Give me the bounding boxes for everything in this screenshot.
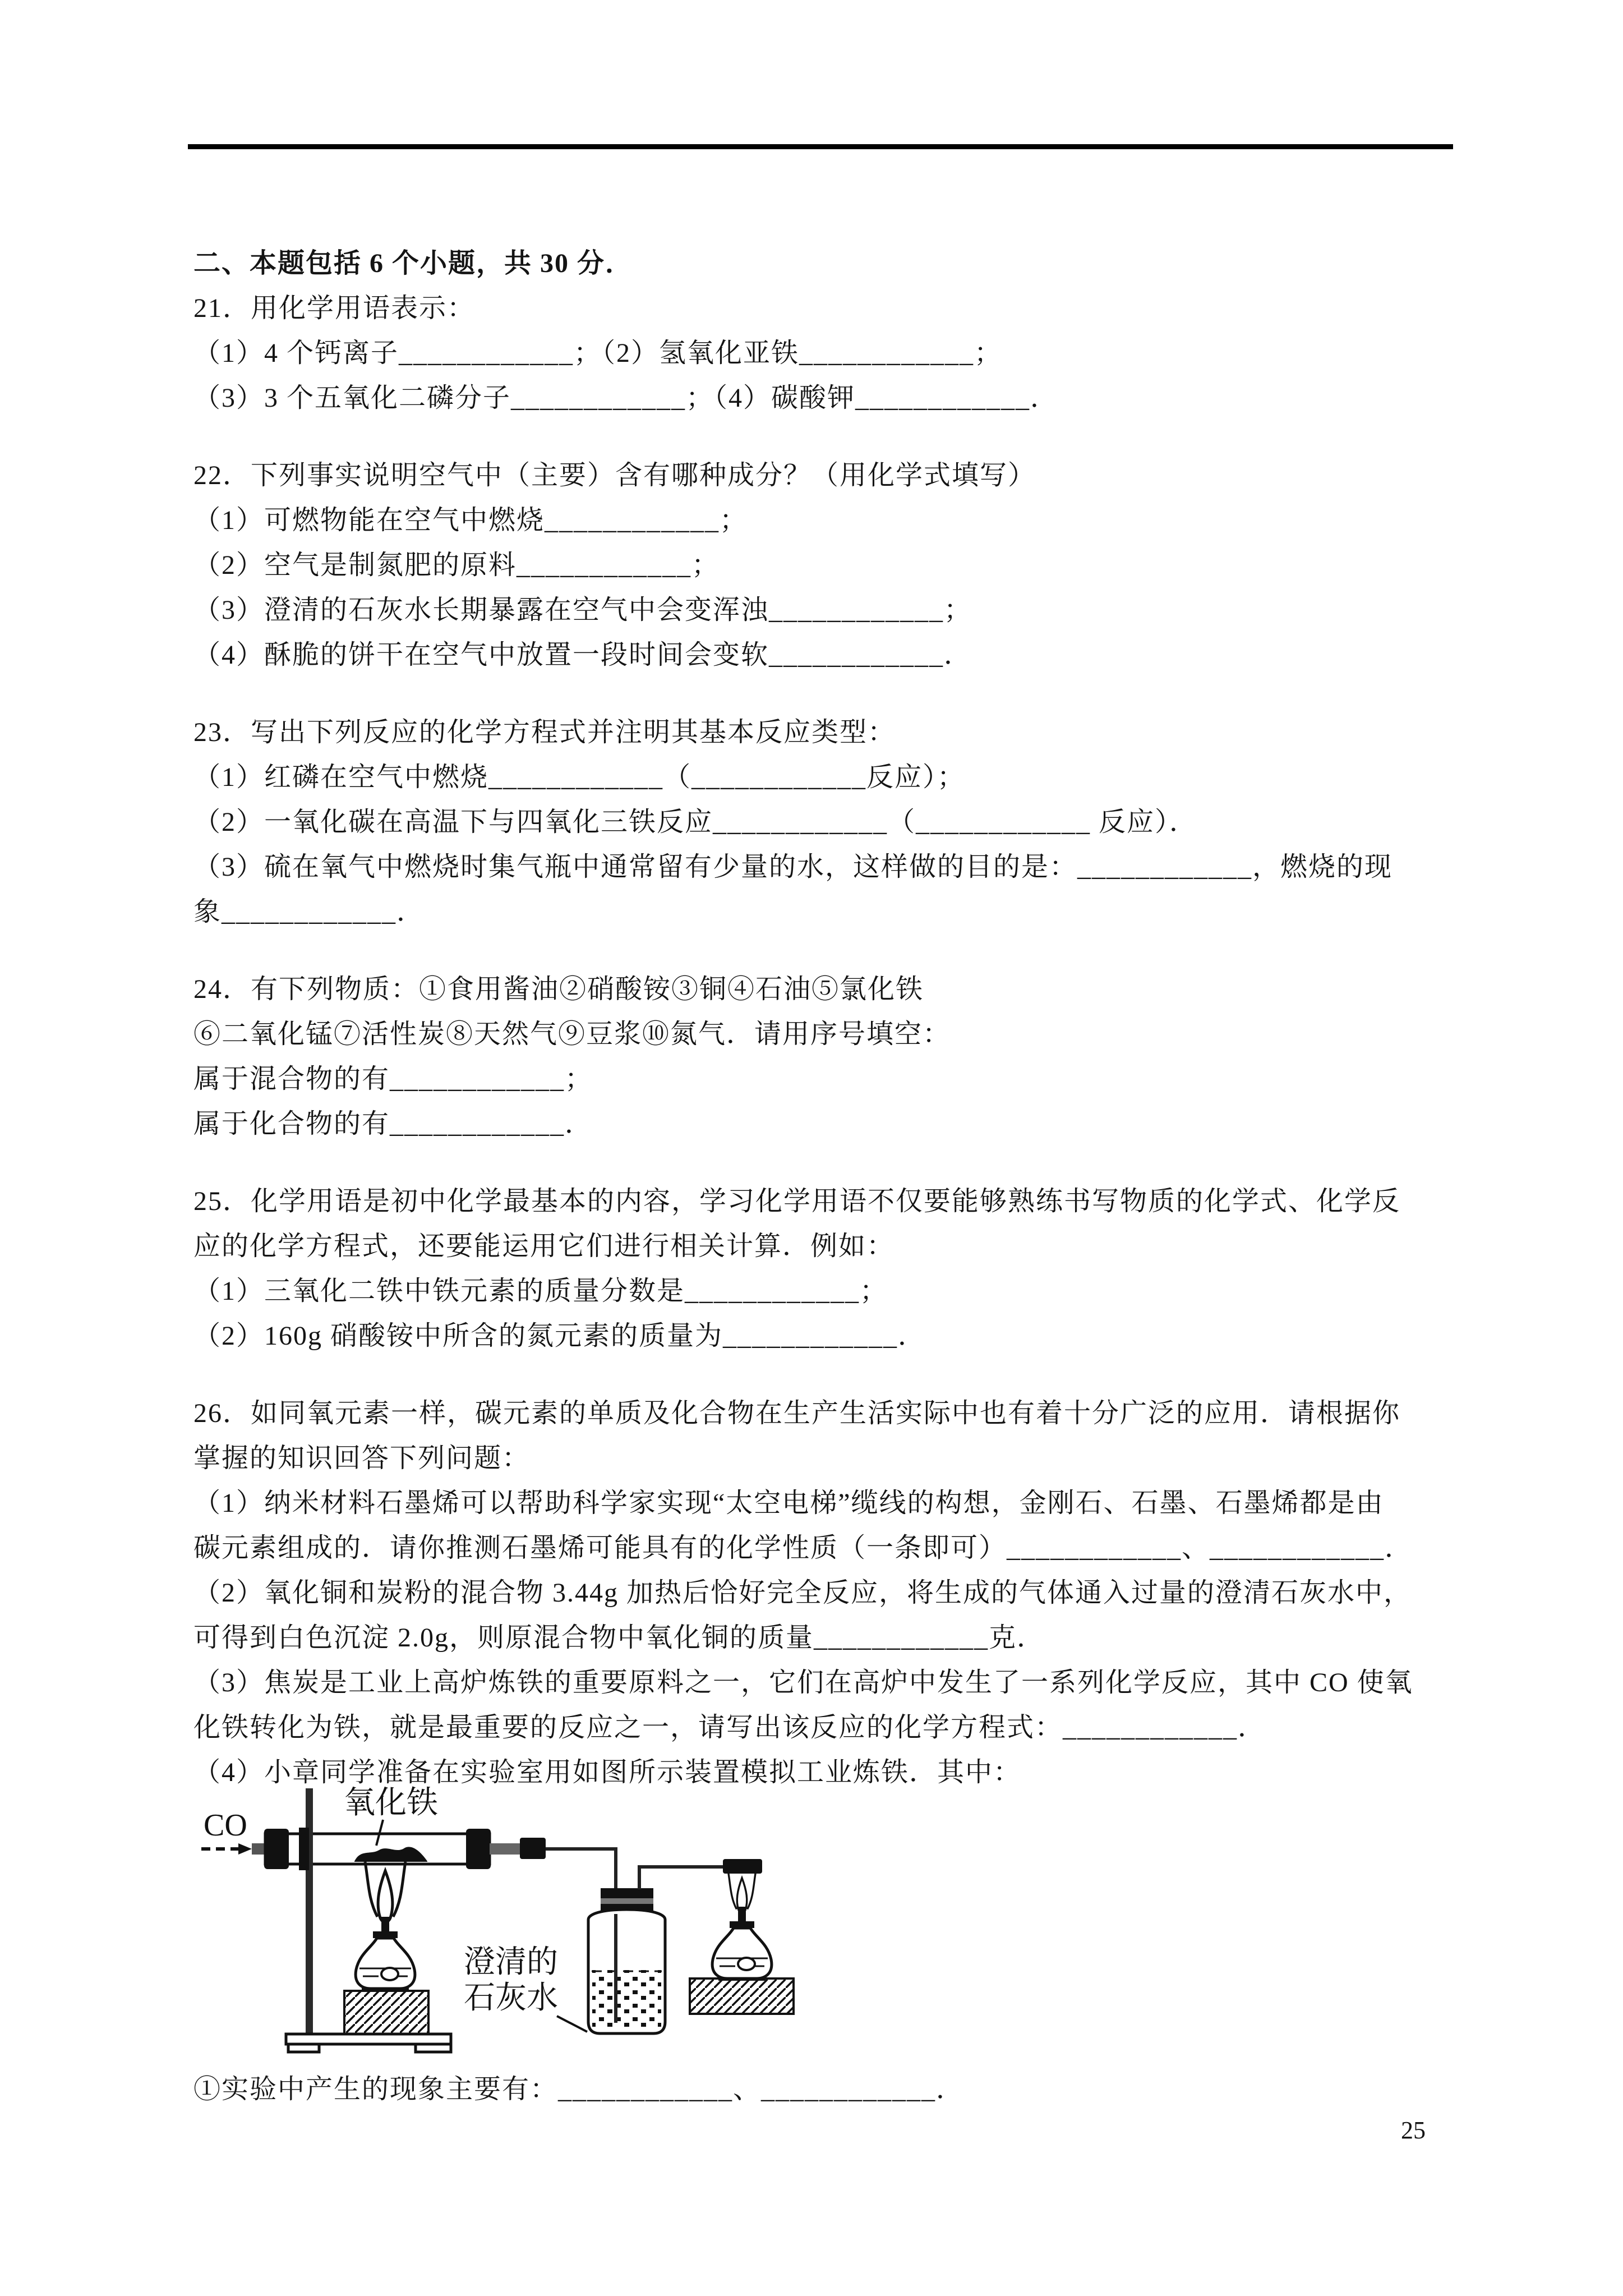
apparatus-diagram-wrap — [193, 1773, 1467, 2073]
bottle-stopper-band — [601, 1898, 653, 1904]
q26-item-4: （4）小章同学准备在实验室用如图所示装置模拟工业炼铁．其中： — [193, 1757, 1022, 1787]
q23-item-1: （1）红磷在空气中燃烧____________（____________反应）； — [193, 762, 966, 792]
q23-item-3-line-2: 象____________． — [193, 897, 425, 927]
inlet-connector — [252, 1843, 265, 1855]
q25-line-1: 25．化学用语是初中化学最基本的内容，学习化学用语不仅要能够熟练书写物质的化学式、化学反 — [193, 1186, 1401, 1216]
co-label: CO — [204, 1808, 247, 1843]
q26-line-1: 26．如同氧元素一样，碳元素的单质及化合物在生产生活实际中也有着十分广泛的应用．请根据你 — [193, 1398, 1401, 1428]
iron-stand-rod — [306, 1788, 313, 2041]
q21-items-1-2: （1）4 个钙离子____________；（2）氢氧化亚铁____________； — [193, 338, 1003, 368]
question-21 — [193, 286, 1467, 421]
flame-right-icon — [728, 1872, 756, 1913]
q25-line-2: 应的化学方程式，还要能运用它们进行相关计算．例如： — [193, 1231, 895, 1261]
iron-oxide-label: 氧化铁 — [344, 1786, 438, 1820]
header-rule — [188, 144, 1453, 149]
outlet-connector-gray — [490, 1843, 520, 1855]
q26-item-3-line-1: （3）焦炭是工业上高炉炼铁的重要原料之一，它们在高炉中发生了一系列化学反应，其中 CO 使氧 — [193, 1668, 1413, 1697]
q26-line-2: 掌握的知识回答下列问题： — [193, 1443, 531, 1473]
limewater-pointer — [557, 2016, 587, 2032]
q24-mixtures-blank: 属于混合物的有____________； — [193, 1064, 593, 1094]
apparatus-diagram — [193, 1773, 917, 2070]
q24-substances-line-2: ⑥二氧化锰⑦活性炭⑧天然气⑨豆浆⑩氮气．请用序号填空： — [193, 1019, 951, 1049]
q24-compounds-blank: 属于化合物的有____________． — [193, 1109, 593, 1139]
question-24 — [193, 967, 1467, 1147]
iron-stand-clamp — [299, 1828, 309, 1870]
q25-item-1: （1）三氧化二铁中铁元素的质量分数是____________； — [193, 1276, 888, 1306]
q26-item-1-line-2: 碳元素组成的．请你推测石墨烯可能具有的化学性质（一条即可）____________、____________． — [193, 1533, 1413, 1563]
q23-title: 23．写出下列反应的化学方程式并注明其基本反应类型： — [193, 717, 896, 747]
q23-item-2: （2）一氧化碳在高温下与四氧化三铁反应____________（____________ 反应）． — [193, 807, 1198, 837]
question-22 — [193, 453, 1467, 678]
gas-tube-outlet — [639, 1867, 724, 1889]
iron-stand-base — [286, 2034, 451, 2052]
q23-item-3-line-1: （3）硫在氧气中燃烧时集气瓶中通常留有少量的水，这样做的目的是：____________，燃烧的现 — [193, 852, 1393, 882]
question-23 — [193, 710, 1467, 935]
alcohol-lamp-right — [712, 1907, 772, 1981]
limewater-liquid — [592, 1970, 661, 2028]
limewater-label-line-1: 澄清的 — [464, 1945, 558, 1980]
q22-item-2: （2）空气是制氮肥的原料____________； — [193, 550, 720, 580]
q26-item-2-line-2: 可得到白色沉淀 2.0g，则原混合物中氧化铜的质量____________克． — [193, 1623, 1045, 1653]
exam-content — [193, 241, 1467, 2112]
q22-title: 22．下列事实说明空气中（主要）含有哪种成分？（用化学式填写） — [193, 461, 1036, 490]
page-number: 25 — [1401, 2116, 1426, 2144]
gas-tube-inlet — [546, 1849, 616, 1890]
q26-item-2-line-1: （2）氧化铜和炭粉的混合物 3.44g 加热后恰好完全反应，将生成的气体通入过量的澄清石灰水中， — [193, 1578, 1412, 1608]
question-25 — [193, 1179, 1467, 1359]
q21-title: 21．用化学用语表示： — [193, 293, 476, 323]
co-arrow-icon — [201, 1843, 252, 1855]
q22-item-3: （3）澄清的石灰水长期暴露在空气中会变浑浊____________； — [193, 595, 972, 625]
limewater-label-line-2: 石灰水 — [464, 1981, 558, 2016]
q24-title: 24．有下列物质：①食用酱油②硝酸铵③铜④石油⑤氯化铁 — [193, 974, 924, 1004]
alcohol-lamp-left — [356, 1917, 415, 1991]
tube-stopper-left — [264, 1829, 289, 1869]
q26-item-1-line-1: （1）纳米材料石墨烯可以帮助科学家实现“太空电梯”缆线的构想，金刚石、石墨、石墨烯都是由 — [193, 1488, 1384, 1518]
flame-left-icon — [365, 1862, 405, 1922]
outlet-nozzle — [723, 1859, 762, 1874]
q25-item-2: （2）160g 硝酸铵中所含的氮元素的质量为____________． — [193, 1321, 926, 1351]
outlet-connector-black — [520, 1838, 546, 1859]
question-26 — [193, 1391, 1467, 2112]
q22-item-4: （4）酥脆的饼干在空气中放置一段时间会变软____________． — [193, 640, 972, 670]
q26-item-3-line-2: 化铁转化为铁，就是最重要的反应之一，请写出该反应的化学方程式：____________． — [193, 1713, 1266, 1742]
wood-block-right — [690, 1978, 794, 2014]
wood-block-left — [344, 1991, 428, 2034]
q21-items-3-4: （3）3 个五氧化二磷分子____________；（4）碳酸钾____________． — [193, 383, 1059, 413]
tube-stopper-right — [466, 1829, 491, 1869]
q26-observation-line: ①实验中产生的现象主要有：____________、____________． — [193, 2074, 965, 2104]
section-header: 二、本题包括 6 个小题，共 30 分． — [193, 249, 634, 278]
q22-item-1: （1）可燃物能在空气中燃烧____________； — [193, 505, 748, 535]
